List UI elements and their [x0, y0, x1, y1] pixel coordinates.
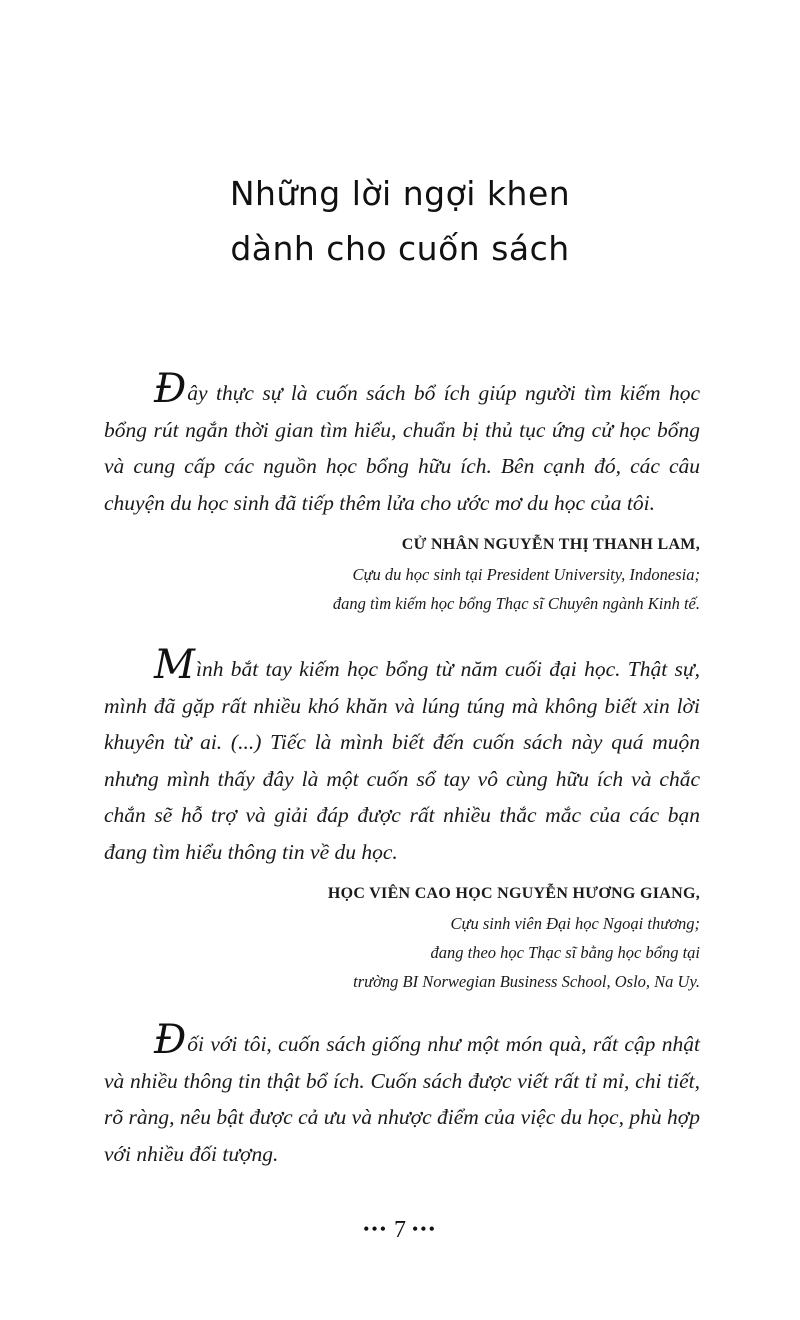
- testimonial-attribution: [104, 529, 700, 618]
- page-number-dots-left: •••: [363, 1219, 388, 1239]
- page-number: [0, 1217, 800, 1244]
- author-name: CỬ NHÂN NGUYỄN THỊ THANH LAM,: [401, 536, 700, 553]
- author-affiliation: Cựu du học sinh tại President University, Indonesia;: [352, 565, 700, 584]
- drop-cap: M: [154, 642, 195, 688]
- testimonial-2: [104, 642, 700, 996]
- testimonial-3: [104, 1017, 700, 1172]
- testimonial-text: [104, 642, 700, 870]
- page-number-value: 7: [394, 1217, 406, 1243]
- testimonial-body: ây thực sự là cuốn sách bổ ích giúp người tìm kiếm học bổng rút ngắn thời gian tìm hiểu, chuẩn bị thủ tục ứng cử học bổng và cung cấp các nguồn học bổng hữu ích. Bên cạnh đó, các câu chuyện du học sinh đã tiếp thêm lửa cho ước mơ du học của tôi.: [104, 381, 700, 515]
- testimonial-body: ình bắt tay kiếm học bổng từ năm cuối đại học. Thật sự, mình đã gặp rất nhiều khó khăn và lúng túng mà không biết xin lời khuyên từ ai. (...) Tiếc là mình biết đến cuốn sách này quá muộn nhưng mình thấy đây là một cuốn sổ tay vô cùng hữu ích và chắc chắn sẽ hỗ trợ và giải đáp được rất nhiều thắc mắc của các bạn đang tìm hiểu thông tin về du học.: [104, 657, 700, 864]
- testimonial-text: [104, 1017, 700, 1172]
- testimonial-attribution: [104, 878, 700, 996]
- page-number-dots-right: •••: [412, 1219, 437, 1239]
- drop-cap: Đ: [154, 366, 187, 412]
- author-name: HỌC VIÊN CAO HỌC NGUYỄN HƯƠNG GIANG,: [327, 885, 700, 902]
- author-affiliation: đang tìm kiếm học bổng Thạc sĩ Chuyên ngành Kinh tế.: [332, 594, 700, 613]
- author-affiliation: Cựu sinh viên Đại học Ngoại thương;: [450, 914, 700, 933]
- drop-cap: Đ: [154, 1017, 187, 1063]
- testimonial-text: [104, 366, 700, 521]
- title-line-1: Những lời ngợi khen: [229, 174, 571, 213]
- testimonial-1: [104, 366, 700, 618]
- author-affiliation: đang theo học Thạc sĩ bằng học bổng tại: [430, 943, 700, 962]
- testimonial-body: ối với tôi, cuốn sách giống như một món quà, rất cập nhật và nhiều thông tin thật bổ ích. Cuốn sách được viết rất tỉ mỉ, chi tiết, rõ ràng, nêu bật được cả ưu và nhược điểm của việc du học, phù hợp với nhiều đối tượng.: [104, 1032, 700, 1166]
- title-line-2: dành cho cuốn sách: [230, 229, 570, 268]
- page-title: [0, 166, 800, 276]
- author-affiliation: trường BI Norwegian Business School, Oslo, Na Uy.: [353, 972, 700, 991]
